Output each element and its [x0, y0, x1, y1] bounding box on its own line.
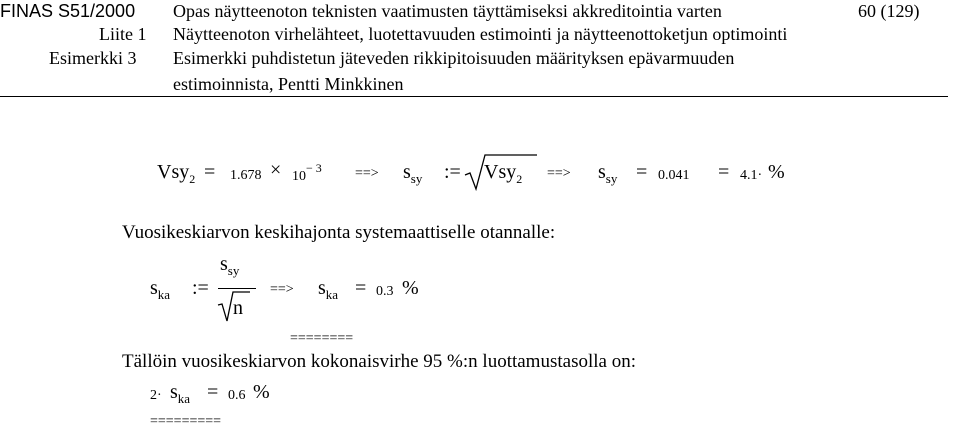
percent-sign: % — [768, 161, 785, 183]
equals-sign-3: = — [718, 161, 730, 183]
page-number: 60 (129) — [858, 1, 920, 21]
ska-value: 0.3 — [376, 284, 394, 299]
assign-sign: := — [192, 277, 209, 299]
appendix-title: Näytteenoton virhelähteet, luotettavuuden estimointi ja näytteenottoketjun optimointi — [173, 24, 788, 44]
times-sign: × — [270, 159, 282, 181]
text-total-error: Tällöin vuosikeskiarvon kokonaisvirhe 95 %:n luottamustasolla on: — [122, 351, 636, 372]
arrow-2: ==> — [547, 166, 571, 181]
ssy-symbol-2: $s_{sy}$ — [598, 161, 618, 186]
fraction-bar — [218, 288, 256, 289]
result-underline: ======== — [290, 331, 354, 346]
example-label: Esimerkki 3 — [49, 48, 137, 68]
example-title-line2: estimoinnista, Pentti Minkkinen — [173, 74, 404, 94]
ssy-result: 0.041 — [658, 168, 690, 183]
arrow-1: ==> — [355, 166, 379, 181]
text-annual-mean-stdev: Vuosikeskiarvon keskihajonta systemaattiselle otannalle: — [122, 222, 556, 243]
percent-sign: % — [253, 381, 270, 403]
fraction-numerator: $s_{sy}$ — [220, 253, 240, 278]
appendix-label: Liite 1 — [99, 24, 147, 44]
assign-sign: := — [444, 161, 461, 183]
ska-symbol-2: $s_{ka}$ — [318, 277, 339, 302]
ten-base: 10− 3 — [292, 161, 322, 184]
radicand-vsy: Vsy$_2$ — [484, 161, 523, 186]
percent-sign: % — [402, 277, 419, 299]
ska-symbol: $s_{ka}$ — [170, 381, 191, 406]
header-rule — [0, 96, 948, 97]
example-title-line1: Esimerkki puhdistetun jäteveden rikkipitoisuuden määrityksen epävarmuuden — [173, 48, 735, 68]
fraction-denominator: n — [233, 297, 243, 319]
equals-sign: = — [207, 381, 219, 403]
document-title: Opas näytteenoton teknisten vaatimusten täyttämiseksi akkreditointia varten — [173, 1, 722, 21]
arrow: ==> — [270, 282, 294, 297]
result-underline: ========= — [150, 414, 222, 429]
ska-symbol: $s_{ka}$ — [150, 277, 171, 302]
percent-value: 4.1· — [740, 168, 763, 183]
equals-sign: = — [355, 277, 367, 299]
total-error-value: 0.6 — [228, 388, 246, 403]
vsy-symbol: Vsy$_2$ — [157, 161, 196, 186]
ssy-symbol: $s_{sy}$ — [403, 161, 423, 186]
equals-sign: = — [204, 161, 216, 183]
vsy-value: 1.678 — [230, 168, 262, 183]
equals-sign-2: = — [636, 161, 648, 183]
factor-two: 2· — [150, 388, 162, 403]
document-id: FINAS S51/2000 — [0, 1, 136, 21]
